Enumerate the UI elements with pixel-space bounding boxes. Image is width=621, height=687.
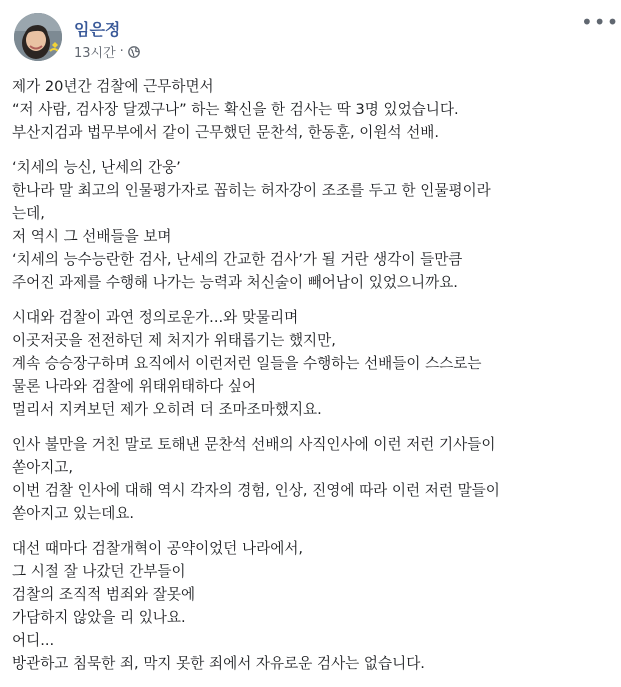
text-line: 저 역시 그 선배들을 보며	[12, 228, 172, 245]
text-line: 방관하고 침묵한 죄, 막지 못한 죄에서 자유로운 검사는 없습니다.	[12, 655, 425, 672]
text-line: 부산지검과 법무부에서 같이 근무했던 문찬석, 한동훈, 이원석 선배.	[12, 124, 440, 141]
text-line: 가담하지 않았을 리 있나요.	[12, 609, 186, 626]
text-line: 는데,	[12, 205, 45, 222]
text-line: 어디...	[12, 632, 55, 649]
text-line: 인사 불만을 거친 말로 토해낸 문찬석 선배의 사직인사에 이런 저런 기사들이	[12, 436, 496, 453]
paragraph	[12, 537, 612, 675]
post-time[interactable]: 13시간	[74, 46, 116, 61]
globe-icon	[128, 46, 140, 58]
paragraph	[12, 156, 612, 294]
text-line: 쏟아지고 있는데요.	[12, 505, 135, 522]
text-line: 멀리서 지켜보던 제가 오히려 더 조마조마했지요.	[12, 401, 322, 418]
post-meta	[74, 42, 140, 61]
text-line: 계속 승승장구하며 요직에서 이런저런 일들을 수행하는 선배들이 스스로는	[12, 355, 482, 372]
text-line: 그 시절 잘 나갔던 간부들이	[12, 563, 186, 580]
paragraph	[12, 306, 612, 421]
text-line: 한나라 말 최고의 인물평가자로 꼽히는 허자강이 조조를 두고 한 인물평이라	[12, 182, 491, 199]
text-line: ‘치세의 능수능란한 검사, 난세의 간교한 검사’가 될 거란 생각이 들만큼	[12, 251, 463, 268]
text-line: 대선 때마다 검찰개혁이 공약이었던 나라에서,	[12, 540, 304, 557]
text-line: 검찰의 조직적 범죄와 잘못에	[12, 586, 196, 603]
post-header	[12, 10, 620, 62]
text-line: 주어진 과제를 수행해 나가는 능력과 처신술이 빼어남이 있었으니까요.	[12, 274, 458, 291]
meta-separator: ·	[119, 44, 124, 59]
post-body	[12, 75, 612, 687]
text-line: “저 사람, 검사장 달겠구나” 하는 확신을 한 검사는 딱 3명 있었습니다.	[12, 101, 459, 118]
avatar[interactable]	[14, 13, 62, 61]
text-line: 물론 나라와 검찰에 위태위태하다 싶어	[12, 378, 257, 395]
more-options-icon[interactable]: •••	[581, 10, 620, 34]
text-line: 이번 검찰 인사에 대해 역시 각자의 경험, 인상, 진영에 따라 이런 저런 말들이	[12, 482, 500, 499]
paragraph	[12, 75, 612, 144]
text-line: 쏟아지고,	[12, 459, 74, 476]
author-name[interactable]: 임은정	[74, 20, 121, 39]
text-line: ‘치세의 능신, 난세의 간웅’	[12, 159, 181, 176]
text-line: 이곳저곳을 전전하던 제 처지가 위태롭기는 했지만,	[12, 332, 336, 349]
text-line: 제가 20년간 검찰에 근무하면서	[12, 78, 214, 95]
paragraph	[12, 433, 612, 525]
avatar-image	[14, 13, 62, 61]
text-line: 시대와 검찰이 과연 정의로운가...와 맞물리며	[12, 309, 299, 326]
